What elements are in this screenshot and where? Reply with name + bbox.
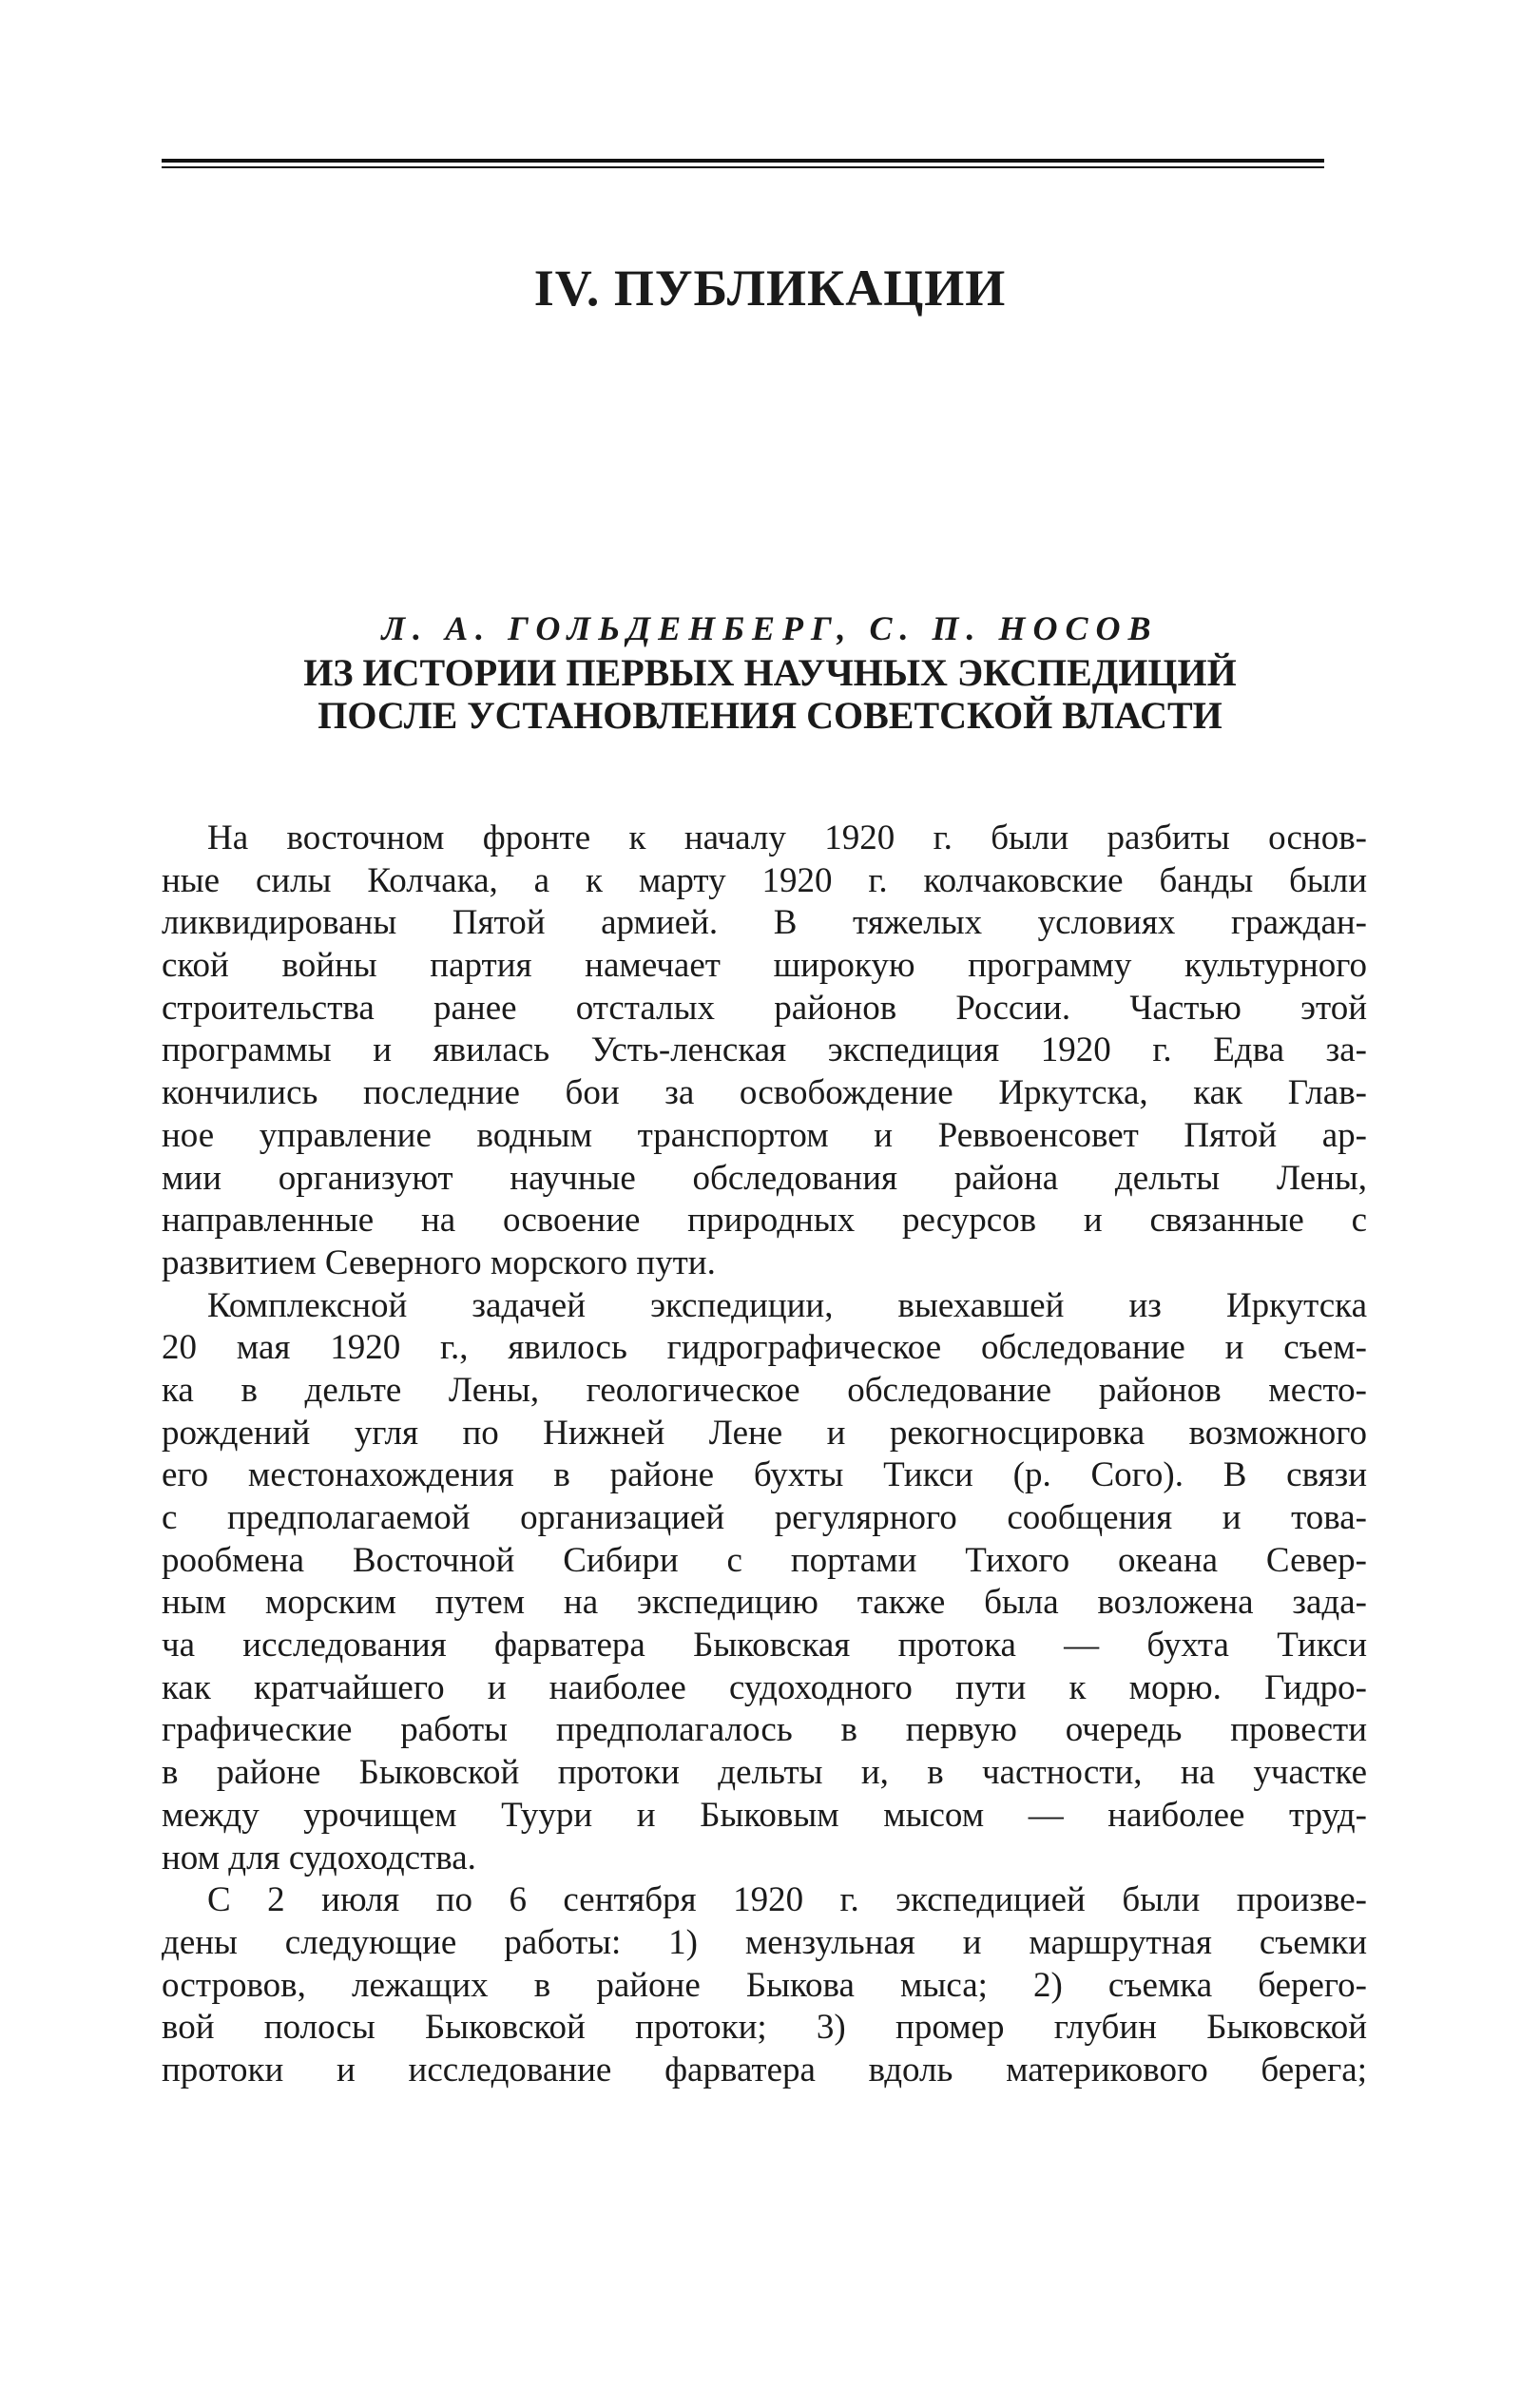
paragraph-2-line: рождений угля по Нижней Лене и рекогносцировка возможного [162,1413,1367,1453]
article-authors: Л. А. ГОЛЬДЕНБЕРГ, С. П. НОСОВ [381,609,1159,647]
paragraph-3-line: островов, лежащих в районе Быкова мыса; 2) съемка берего- [162,1965,1367,2005]
article-title-line-2: ПОСЛЕ УСТАНОВЛЕНИЯ СОВЕТСКОЙ ВЛАСТИ [318,694,1222,737]
paragraph-2-line: графические работы предполагалось в первую очередь провести [162,1710,1367,1750]
paragraph-2-line: ном для судоходства. [162,1838,476,1877]
paragraph-2-line: рообмена Восточной Сибири с портами Тихого океана Север- [162,1540,1367,1580]
paragraph-2-line: ка в дельте Лены, геологическое обследование районов место- [162,1370,1367,1410]
paragraph-2-line: его местонахождения в районе бухты Тикси (р. Сого). В связи [162,1455,1367,1495]
top-rule-thick [162,159,1324,163]
paragraph-3-line: протоки и исследование фарватера вдоль материкового берега; [162,2050,1367,2089]
paragraph-1-line: ской войны партия намечает широкую программу культурного [162,946,1367,986]
top-rule-thin [162,166,1324,168]
paragraph-1-line: кончились последние бои за освобождение Иркутска, как Глав- [162,1073,1367,1113]
paragraph-1-line: строительства ранее отсталых районов России. Частью этой [162,988,1367,1028]
paragraph-1-line: На восточном фронте к началу 1920 г. были разбиты основ- [207,818,1367,857]
section-title: IV. ПУБЛИКАЦИИ [533,260,1007,317]
paragraph-2-line: Комплексной задачей экспедиции, выехавшей из Иркутска [207,1285,1367,1325]
paragraph-2-line: как кратчайшего и наиболее судоходного пути к морю. Гидро- [162,1667,1367,1707]
paragraph-1-line: развитием Северного морского пути. [162,1242,716,1282]
paragraph-2-line: между урочищем Туури и Быковым мысом — наиболее труд- [162,1795,1367,1835]
article-body [162,818,1367,2092]
paragraph-3-line: дены следующие работы: 1) мензульная и маршрутная съемки [162,1922,1367,1962]
paragraph-2-line: ча исследования фарватера Быковская протока — бухта Тикси [162,1626,1367,1666]
paragraph-2-line: с предполагаемой организацией регулярного сообщения и това- [162,1498,1367,1537]
article-title-line-1: ИЗ ИСТОРИИ ПЕРВЫХ НАУЧНЫХ ЭКСПЕДИЦИЙ [303,651,1237,694]
paragraph-2-line: в районе Быковской протоки дельты и, в частности, на участке [162,1753,1367,1793]
paragraph-2-line: ным морским путем на экспедицию также была возложена зада- [162,1583,1367,1623]
paragraph-1-line: направленные на освоение природных ресурсов и связанные с [162,1201,1367,1241]
paragraph-3-line: вой полосы Быковской протоки; 3) промер глубин Быковской [162,2008,1367,2048]
paragraph-1-line: ные силы Колчака, а к марту 1920 г. колчаковские банды были [162,860,1367,900]
paragraph-1-line: ное управление водным транспортом и Реввоенсовет Пятой ар- [162,1115,1367,1155]
paragraph-1-line: мии организуют научные обследования района дельты Лены, [162,1158,1367,1198]
paragraph-2-line: 20 мая 1920 г., явилось гидрографическое обследование и съем- [162,1328,1367,1368]
paragraph-1-line: ликвидированы Пятой армией. В тяжелых условиях граждан- [162,903,1367,943]
paragraph-1-line: программы и явилась Усть-ленская экспедиция 1920 г. Едва за- [162,1030,1367,1070]
paragraph-3-line: С 2 июля по 6 сентября 1920 г. экспедицией были произве- [207,1880,1367,1920]
